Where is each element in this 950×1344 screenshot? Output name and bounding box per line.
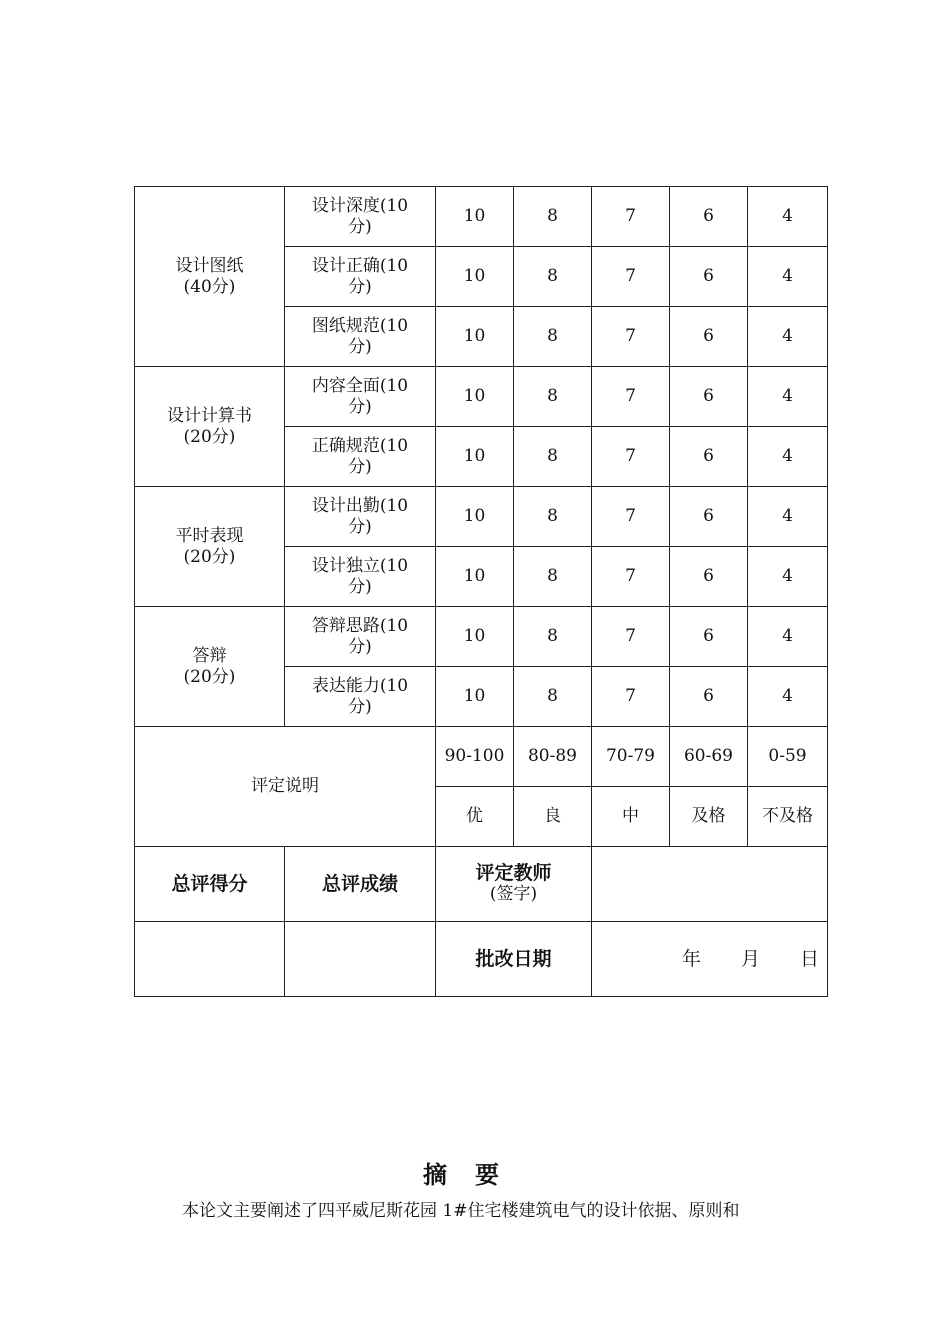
category-name: 设计计算书: [167, 405, 252, 426]
score-cell: 10: [436, 187, 514, 247]
rating-range: 70-79: [592, 727, 670, 787]
criterion-suffix: 分): [348, 516, 372, 537]
criterion-suffix: 分): [348, 336, 372, 357]
category-name: 平时表现: [175, 525, 244, 546]
criterion-label: 表达能力(10: [311, 675, 409, 696]
score-cell: 7: [592, 307, 670, 367]
criterion-cell: [285, 667, 436, 727]
category-points: (20分): [183, 666, 236, 687]
score-cell: 4: [748, 667, 828, 727]
criterion-suffix: 分): [348, 396, 372, 417]
score-cell: 6: [670, 427, 748, 487]
category-points: (40分): [183, 276, 236, 297]
rating-grade: 不及格: [748, 787, 828, 847]
category-name: 答辩: [192, 645, 227, 666]
score-cell: 7: [592, 547, 670, 607]
score-cell: 8: [514, 427, 592, 487]
total-score-label: 总评得分: [135, 847, 285, 922]
criterion-cell: [285, 487, 436, 547]
score-cell: 6: [670, 547, 748, 607]
summary-row: [135, 847, 828, 922]
score-cell: 6: [670, 667, 748, 727]
date-label: 批改日期: [436, 922, 592, 997]
total-score-field[interactable]: [135, 922, 285, 997]
rating-grade: 中: [592, 787, 670, 847]
rating-range: 0-59: [748, 727, 828, 787]
score-row: [135, 487, 828, 547]
abstract-title: 摘要: [423, 1161, 527, 1189]
criterion-suffix: 分): [348, 216, 372, 237]
score-cell: 6: [670, 247, 748, 307]
score-cell: 6: [670, 367, 748, 427]
score-cell: 4: [748, 487, 828, 547]
teacher-label: 评定教师: [475, 862, 552, 884]
rating-label: 评定说明: [135, 727, 436, 847]
criterion-suffix: 分): [348, 576, 372, 597]
score-row: [135, 187, 828, 247]
date-month: 月: [740, 947, 760, 970]
criterion-cell: [285, 307, 436, 367]
score-cell: 7: [592, 367, 670, 427]
criterion-suffix: 分): [348, 276, 372, 297]
score-cell: 7: [592, 187, 670, 247]
total-grade-field[interactable]: [285, 922, 436, 997]
criterion-label: 正确规范(10: [311, 435, 409, 456]
criterion-suffix: 分): [348, 636, 372, 657]
category-cell: [135, 607, 285, 727]
grading-table: [134, 186, 828, 997]
score-cell: 10: [436, 307, 514, 367]
criterion-label: 设计正确(10: [311, 255, 409, 276]
score-cell: 7: [592, 427, 670, 487]
rating-grade: 良: [514, 787, 592, 847]
score-cell: 10: [436, 367, 514, 427]
score-cell: 10: [436, 667, 514, 727]
score-cell: 4: [748, 607, 828, 667]
criterion-cell: [285, 607, 436, 667]
criterion-label: 设计出勤(10: [311, 495, 409, 516]
score-cell: 8: [514, 607, 592, 667]
score-cell: 10: [436, 547, 514, 607]
criterion-suffix: 分): [348, 696, 372, 717]
criterion-cell: [285, 367, 436, 427]
score-cell: 10: [436, 247, 514, 307]
grading-table-body: [135, 187, 828, 997]
score-cell: 6: [670, 487, 748, 547]
score-cell: 7: [592, 487, 670, 547]
signature-label: (签字): [489, 884, 538, 904]
rating-grade: 优: [436, 787, 514, 847]
rating-range: 60-69: [670, 727, 748, 787]
criterion-cell: [285, 427, 436, 487]
score-cell: 8: [514, 667, 592, 727]
score-cell: 4: [748, 247, 828, 307]
criterion-cell: [285, 247, 436, 307]
category-points: (20分): [183, 546, 236, 567]
score-cell: 7: [592, 247, 670, 307]
criterion-label: 答辩思路(10: [311, 615, 409, 636]
score-cell: 7: [592, 607, 670, 667]
category-cell: [135, 487, 285, 607]
category-cell: [135, 367, 285, 487]
score-cell: 8: [514, 247, 592, 307]
score-cell: 4: [748, 547, 828, 607]
date-year: 年: [681, 947, 701, 970]
category-name: 设计图纸: [175, 255, 244, 276]
score-cell: 10: [436, 487, 514, 547]
total-grade-label: 总评成绩: [285, 847, 436, 922]
score-cell: 4: [748, 187, 828, 247]
score-cell: 8: [514, 547, 592, 607]
rating-grade: 及格: [670, 787, 748, 847]
score-cell: 8: [514, 187, 592, 247]
score-cell: 4: [748, 427, 828, 487]
score-row: [135, 607, 828, 667]
criterion-label: 图纸规范(10: [311, 315, 409, 336]
abstract-text: 本论文主要阐述了四平威尼斯花园 1#住宅楼建筑电气的设计依据、原则和: [182, 1201, 740, 1221]
score-cell: 4: [748, 307, 828, 367]
score-cell: 10: [436, 607, 514, 667]
rating-range-row: [135, 727, 828, 787]
date-day: 日: [799, 947, 819, 970]
date-field[interactable]: [592, 922, 828, 997]
category-cell: [135, 187, 285, 367]
score-cell: 8: [514, 367, 592, 427]
criterion-cell: [285, 187, 436, 247]
score-cell: 6: [670, 607, 748, 667]
score-row: [135, 367, 828, 427]
criterion-cell: [285, 547, 436, 607]
criterion-label: 设计独立(10: [311, 555, 409, 576]
criterion-label: 内容全面(10: [311, 375, 409, 396]
rating-range: 90-100: [436, 727, 514, 787]
criterion-suffix: 分): [348, 456, 372, 477]
score-cell: 6: [670, 307, 748, 367]
rating-range: 80-89: [514, 727, 592, 787]
score-cell: 7: [592, 667, 670, 727]
score-cell: 10: [436, 427, 514, 487]
summary-values-row: [135, 922, 828, 997]
score-cell: 8: [514, 307, 592, 367]
score-cell: 6: [670, 187, 748, 247]
teacher-signature-field[interactable]: [592, 847, 828, 922]
score-cell: 4: [748, 367, 828, 427]
criterion-label: 设计深度(10: [311, 195, 409, 216]
category-points: (20分): [183, 426, 236, 447]
teacher-cell: [436, 847, 592, 922]
score-cell: 8: [514, 487, 592, 547]
